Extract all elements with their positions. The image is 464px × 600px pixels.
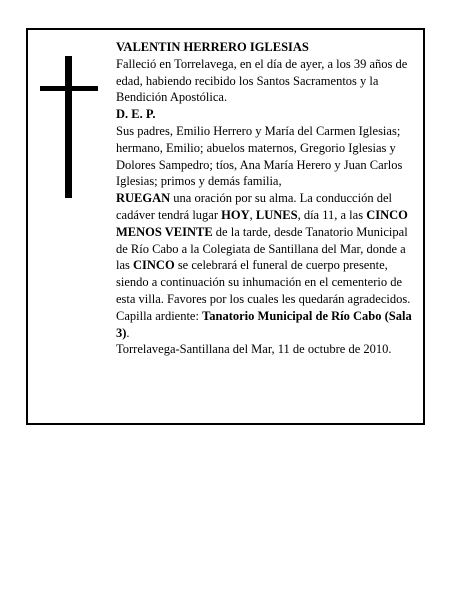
hoy-text: HOY [221, 207, 250, 222]
capilla-line [116, 308, 419, 342]
ceremony-text-2: , día 11, a las [297, 207, 367, 222]
cross-icon [40, 56, 98, 198]
cinco-menos-veinte-text: CINCO MENOS VEINTE [116, 207, 408, 239]
ceremony-text-1: una oración por su alma. La conducción del cadáver tendrá lugar [116, 191, 392, 222]
family-paragraph: Sus padres, Emilio Herrero y María del Carmen Iglesias; hermano, Emilio; abuelos maternos, Gregorio Iglesias y Dolores Sampedro; tíos, Ana María Herero y Juan Carlos Iglesias; primos y demás familia, [116, 123, 403, 189]
ceremony-text-4: se celebrará el funeral de cuerpo presente, siendo a continuación su inhumación en el cementerio de esta villa. Favores por los cuales les quedarán agradecidos. [116, 258, 411, 306]
ceremony-comma: , [249, 207, 256, 222]
lunes-text: LUNES [255, 207, 298, 222]
ceremony-paragraph [116, 190, 419, 308]
capilla-place: Tanatorio Municipal de Río Cabo (Sala 3) [116, 308, 412, 340]
cross-horizontal-bar [40, 86, 98, 91]
notice-text [116, 39, 419, 358]
deceased-name: VALENTIN HERRERO IGLESIAS [116, 40, 309, 54]
ruegan-text: RUEGAN [116, 191, 171, 206]
ceremony-text-3: de la tarde, desde Tanatorio Municipal de Río Cabo a la Colegiata de Santillana del Mar, donde a las [116, 224, 408, 273]
place-date-line: Torrelavega-Santillana del Mar, 11 de octubre de 2010. [116, 342, 392, 357]
dep-line: D. E. P. [116, 107, 156, 122]
cinco-text: CINCO [133, 258, 175, 273]
death-paragraph: Falleció en Torrelavega, en el día de ayer, a los 39 años de edad, habiendo recibido los Santos Sacramentos y la Bendición Apostólica. [116, 56, 408, 105]
cross-vertical-bar [65, 56, 72, 198]
obituary-notice [26, 28, 425, 425]
capilla-label: Capilla ardiente: [116, 308, 203, 323]
capilla-end: . [126, 325, 130, 340]
